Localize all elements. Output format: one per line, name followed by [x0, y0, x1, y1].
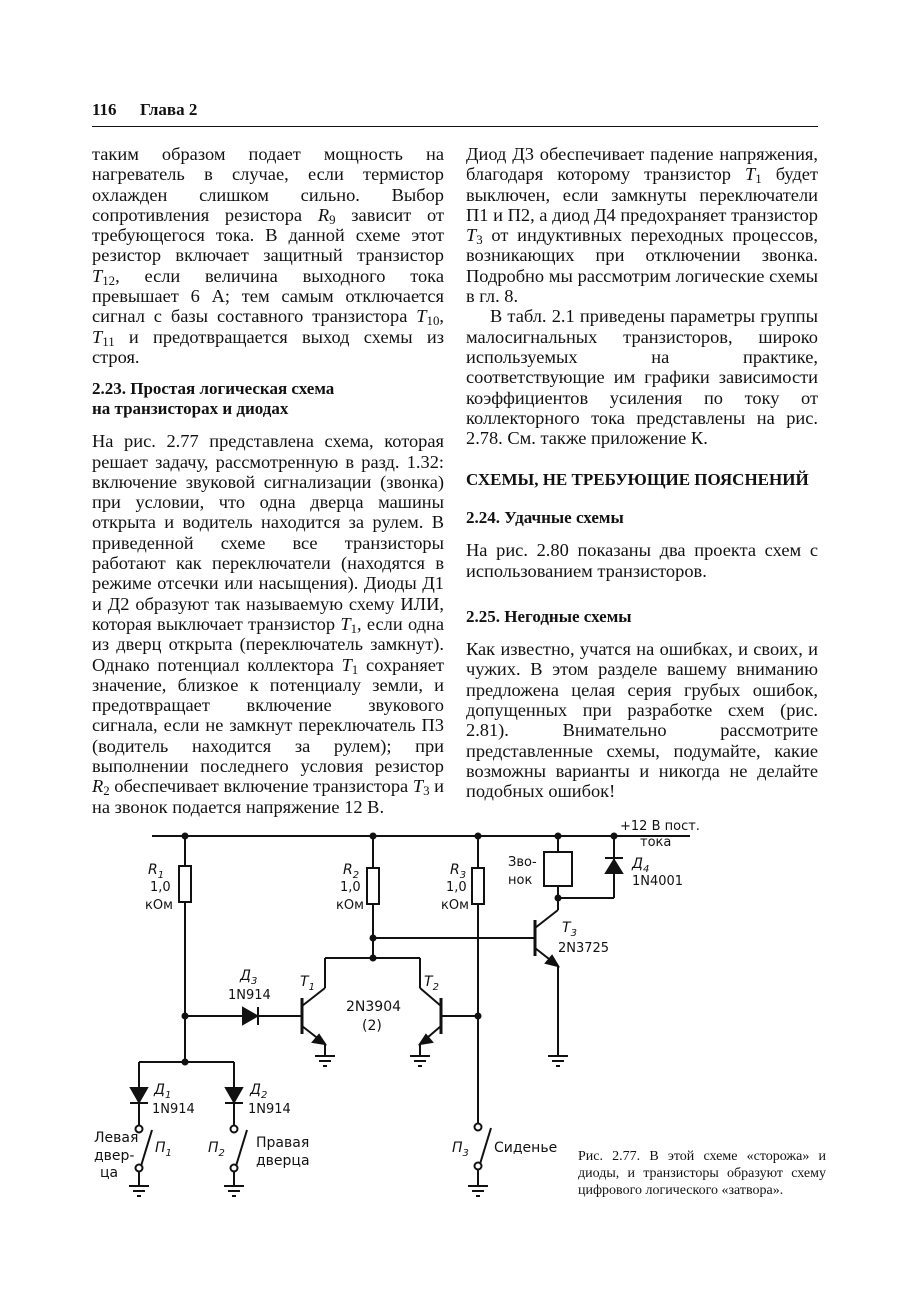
r1-value: 1,0 [150, 880, 171, 895]
r2-label: $R_2$ [343, 862, 360, 881]
r3-value: 1,0 [446, 880, 467, 895]
r1-unit: кОм [145, 898, 173, 913]
r3-unit: кОм [441, 898, 469, 913]
section-2-23-heading-line2: на транзисторах и диодах [92, 399, 289, 419]
right-paragraph-4: Как известно, учатся на ошибках, и своих, и чужих. В этом разделе вашему вниманию предложена целая серия грубых ошибок, допущенных при разработке схем (рис. 2.81). Внимательно рассмотрите представленные схемы, подумайте, какие возможны варианты и никогда не делайте подобных ошибок! [466, 639, 818, 802]
section-2-23-heading-line1: 2.23. Простая логическая схема [92, 379, 335, 399]
d4-label: $Д_4$ [632, 856, 650, 875]
resistor-r3 [472, 836, 484, 1124]
switch-p1-label-line3: ца [100, 1165, 119, 1181]
t1-label: $T_1$ [300, 974, 315, 993]
d2-part: 1N914 [248, 1102, 291, 1117]
supply-label-line2: тока [640, 835, 672, 850]
left-paragraph-2: На рис. 2.77 представлена схема, которая решает задачу, рассмотренную в разд. 1.32: включение звуковой сигнализации (звонка) при условии, что одна дверца машины открыта и водитель находится за рулем. В приведенной схеме все транзисторы работают как переключатели (находятся в режиме отсечки или насыщения). Диоды Д1 и Д2 образуют так называемую схему ИЛИ, которая выключает транзистор $T_1$, если одна из дверц открыта (переключатель замкнут). Однако потенциал коллектора $T_1$ сохраняет значение, близкое к потенциалу земли, и предотвращает включение звукового сигнала, если не замкнут переключатель П3 (водитель находится за рулем); при выполнении последнего условия резистор $R_2$ обеспечивает включение транзистора $T_3$ и на звонок подается напряжение 12 В. [92, 431, 444, 817]
d4-part: 1N4001 [632, 874, 684, 889]
pair-part: 2N3904 [346, 999, 402, 1015]
d1-part: 1N914 [152, 1102, 195, 1117]
chapter-title: Глава 2 [140, 100, 198, 119]
r1-label: $R_1$ [148, 862, 165, 881]
switch-p1-id: $П_1$ [155, 1140, 172, 1159]
right-paragraph-1: Диод Д3 обеспечивает падение напряжения, благодаря которому транзистор $T_1$ будет выключен, если замкнуты переключатели П1 и П2, а диод Д4 предохраняет транзистор $T_3$ от индуктивных переходных процессов, возникающих при отключении звонка. Подробно мы рассмотрим логические схемы в гл. 8. [466, 144, 818, 307]
d2-label: $Д_2$ [250, 1082, 268, 1101]
resistor-r1 [179, 836, 191, 1062]
right-paragraph-3: На рис. 2.80 показаны два проекта схем с использованием транзисторов. [466, 540, 818, 581]
r3-label: $R_3$ [450, 862, 467, 881]
d3-part: 1N914 [228, 988, 271, 1003]
t2-label: $T_2$ [424, 974, 439, 993]
bell-label-line2: нок [508, 873, 533, 888]
r2-value: 1,0 [340, 880, 361, 895]
right-paragraph-2: В табл. 2.1 приведены параметры группы малосигнальных транзисторов, широко используемых на практике, соответствующие им графики зависимости коэффициентов усиления по току от коллекторного тока представлены на рис. 2.78. См. также приложение К. [466, 306, 818, 449]
diode-d3 [185, 1007, 302, 1025]
t3-part: 2N3725 [558, 941, 610, 956]
left-paragraph-1: таким образом подает мощность на нагреватель в случае, если термистор охлажден слишком сильно. Выбор сопротивления резистора $R_9$ зависит от требующегося тока. В данной схеме этот резистор включает защитный транзистор $T_{12}$, если величина выходного тока превышает 6 А; тем самым отключается сигнал с базы составного транзистора $T_{10}$, $T_{11}$ и предотвращается выход схемы из строя. [92, 144, 444, 367]
switch-p2-label-line2: дверца [256, 1153, 310, 1169]
transistor-t3 [373, 910, 568, 1066]
d1-label: $Д_1$ [154, 1082, 172, 1101]
figure-caption: Рис. 2.77. В этой схеме «сторожа» и диоды, и транзисторы образуют схему цифрового логического «затвора». [578, 1149, 826, 1198]
switch-p2-label-line1: Правая [256, 1135, 310, 1151]
switch-p1-label-line1: Левая [94, 1130, 139, 1146]
section-2-25-heading: 2.25. Негодные схемы [466, 607, 632, 627]
transistor-t2 [410, 958, 478, 1066]
switch-p3 [468, 1124, 491, 1197]
page-number: 116 [92, 100, 117, 119]
switch-p3-id: $П_3$ [452, 1140, 469, 1159]
switch-p2-id: $П_2$ [208, 1140, 225, 1159]
section-main-heading: СХЕМЫ, НЕ ТРЕБУЮЩИЕ ПОЯСНЕНИЙ [466, 470, 809, 490]
section-2-24-heading: 2.24. Удачные схемы [466, 508, 624, 528]
r2-unit: кОм [336, 898, 364, 913]
switch-p1-label-line2: двер- [94, 1148, 135, 1164]
d3-label: $Д_3$ [240, 968, 258, 987]
diode-d1 [130, 1062, 148, 1126]
bell-label-line1: Зво- [508, 855, 537, 870]
diode-d2 [225, 1062, 243, 1126]
supply-label-line1: +12 В пост. [620, 819, 700, 834]
t3-label: $T_3$ [562, 920, 577, 939]
switch-p3-label: Сиденье [494, 1140, 558, 1156]
switch-p2 [224, 1126, 247, 1197]
pair-count: (2) [362, 1018, 382, 1034]
